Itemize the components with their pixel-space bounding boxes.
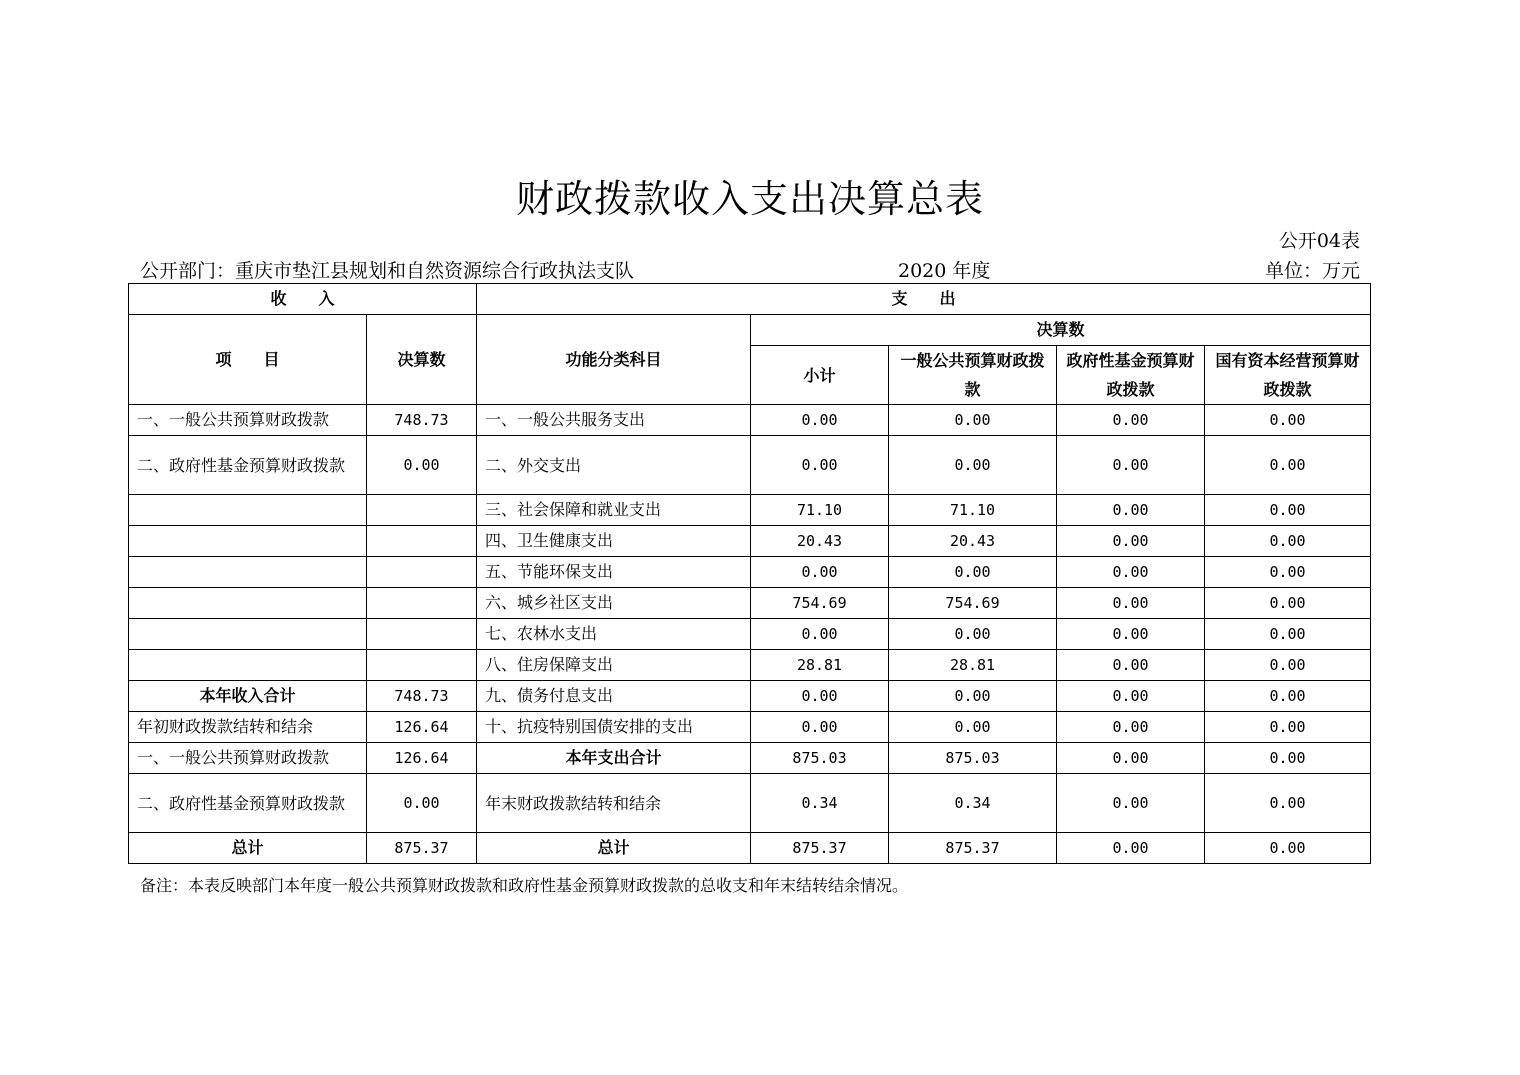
row-item <box>129 650 367 681</box>
row-category: 总计 <box>477 833 751 864</box>
budget-table <box>128 283 1371 864</box>
row-gov-fund: 0.00 <box>1057 743 1205 774</box>
row-category: 十、抗疫特别国债安排的支出 <box>477 712 751 743</box>
row-subtotal: 20.43 <box>751 526 889 557</box>
footnote: 备注：本表反映部门本年度一般公共预算财政拨款和政府性基金预算财政拨款的总收支和年末结转结余情况。 <box>140 876 909 895</box>
row-amount: 126.64 <box>367 743 477 774</box>
row-item: 一、一般公共预算财政拨款 <box>129 405 367 436</box>
row-general-budget: 0.00 <box>889 712 1057 743</box>
row-gov-fund: 0.00 <box>1057 557 1205 588</box>
gov-fund-header: 政府性基金预算财政拨款 <box>1057 346 1205 405</box>
row-subtotal: 0.34 <box>751 774 889 833</box>
row-amount <box>367 619 477 650</box>
row-gov-fund: 0.00 <box>1057 712 1205 743</box>
table-row <box>129 588 1371 619</box>
row-item <box>129 619 367 650</box>
row-general-budget: 875.37 <box>889 833 1057 864</box>
row-general-budget: 0.00 <box>889 681 1057 712</box>
row-general-budget: 0.00 <box>889 557 1057 588</box>
row-state-capital: 0.00 <box>1205 526 1371 557</box>
row-amount <box>367 557 477 588</box>
page-title: 财政拨款收入支出决算总表 <box>515 177 984 221</box>
row-gov-fund: 0.00 <box>1057 588 1205 619</box>
row-state-capital: 0.00 <box>1205 588 1371 619</box>
row-subtotal: 0.00 <box>751 405 889 436</box>
row-gov-fund: 0.00 <box>1057 774 1205 833</box>
table-row <box>129 557 1371 588</box>
income-header: 收 入 <box>129 284 477 315</box>
unit-label: 单位：万元 <box>1264 260 1360 282</box>
row-state-capital: 0.00 <box>1205 405 1371 436</box>
row-category: 一、一般公共服务支出 <box>477 405 751 436</box>
row-category: 二、外交支出 <box>477 436 751 495</box>
final-amount-header: 决算数 <box>751 315 1371 346</box>
row-state-capital: 0.00 <box>1205 833 1371 864</box>
fiscal-year: 2020 年度 <box>898 260 991 282</box>
row-gov-fund: 0.00 <box>1057 650 1205 681</box>
table-row <box>129 495 1371 526</box>
row-gov-fund: 0.00 <box>1057 619 1205 650</box>
row-gov-fund: 0.00 <box>1057 681 1205 712</box>
row-subtotal: 754.69 <box>751 588 889 619</box>
row-amount: 0.00 <box>367 774 477 833</box>
row-state-capital: 0.00 <box>1205 743 1371 774</box>
row-amount: 748.73 <box>367 405 477 436</box>
item-header: 项 目 <box>129 315 367 405</box>
row-item: 二、政府性基金预算财政拨款 <box>129 774 367 833</box>
row-category: 五、节能环保支出 <box>477 557 751 588</box>
table-row <box>129 436 1371 495</box>
expense-header: 支 出 <box>477 284 1371 315</box>
row-category: 九、债务付息支出 <box>477 681 751 712</box>
row-gov-fund: 0.00 <box>1057 495 1205 526</box>
row-general-budget: 71.10 <box>889 495 1057 526</box>
row-category: 年末财政拨款结转和结余 <box>477 774 751 833</box>
row-item: 二、政府性基金预算财政拨款 <box>129 436 367 495</box>
row-general-budget: 0.00 <box>889 619 1057 650</box>
row-amount <box>367 588 477 619</box>
table-body <box>129 405 1371 864</box>
row-item: 一、一般公共预算财政拨款 <box>129 743 367 774</box>
row-item <box>129 526 367 557</box>
row-amount <box>367 526 477 557</box>
table-row <box>129 619 1371 650</box>
table-row <box>129 774 1371 833</box>
general-budget-header: 一般公共预算财政拨款 <box>889 346 1057 405</box>
table-row <box>129 526 1371 557</box>
row-general-budget: 754.69 <box>889 588 1057 619</box>
row-subtotal: 875.03 <box>751 743 889 774</box>
row-state-capital: 0.00 <box>1205 650 1371 681</box>
row-item <box>129 495 367 526</box>
row-amount: 126.64 <box>367 712 477 743</box>
table-row <box>129 712 1371 743</box>
row-item: 年初财政拨款结转和结余 <box>129 712 367 743</box>
row-state-capital: 0.00 <box>1205 619 1371 650</box>
row-gov-fund: 0.00 <box>1057 526 1205 557</box>
table-row <box>129 405 1371 436</box>
row-amount <box>367 650 477 681</box>
row-subtotal: 0.00 <box>751 619 889 650</box>
row-subtotal: 875.37 <box>751 833 889 864</box>
row-general-budget: 0.00 <box>889 436 1057 495</box>
row-item: 总计 <box>129 833 367 864</box>
row-subtotal: 28.81 <box>751 650 889 681</box>
row-subtotal: 0.00 <box>751 436 889 495</box>
row-state-capital: 0.00 <box>1205 774 1371 833</box>
row-state-capital: 0.00 <box>1205 495 1371 526</box>
row-amount: 0.00 <box>367 436 477 495</box>
row-item <box>129 588 367 619</box>
row-state-capital: 0.00 <box>1205 712 1371 743</box>
row-item <box>129 557 367 588</box>
row-general-budget: 28.81 <box>889 650 1057 681</box>
row-state-capital: 0.00 <box>1205 681 1371 712</box>
row-amount <box>367 495 477 526</box>
form-number: 公开04表 <box>1278 230 1360 252</box>
row-subtotal: 0.00 <box>751 712 889 743</box>
row-state-capital: 0.00 <box>1205 557 1371 588</box>
row-gov-fund: 0.00 <box>1057 405 1205 436</box>
state-capital-header: 国有资本经营预算财政拨款 <box>1205 346 1371 405</box>
row-item: 本年收入合计 <box>129 681 367 712</box>
row-category: 四、卫生健康支出 <box>477 526 751 557</box>
table-row <box>129 833 1371 864</box>
amount-header: 决算数 <box>367 315 477 405</box>
department-label: 公开部门：重庆市垫江县规划和自然资源综合行政执法支队 <box>140 260 635 282</box>
row-general-budget: 0.34 <box>889 774 1057 833</box>
row-subtotal: 0.00 <box>751 557 889 588</box>
row-general-budget: 875.03 <box>889 743 1057 774</box>
row-state-capital: 0.00 <box>1205 436 1371 495</box>
row-gov-fund: 0.00 <box>1057 833 1205 864</box>
row-category: 本年支出合计 <box>477 743 751 774</box>
row-category: 七、农林水支出 <box>477 619 751 650</box>
row-category: 六、城乡社区支出 <box>477 588 751 619</box>
row-amount: 875.37 <box>367 833 477 864</box>
row-category: 八、住房保障支出 <box>477 650 751 681</box>
subtotal-header: 小计 <box>751 346 889 405</box>
row-amount: 748.73 <box>367 681 477 712</box>
row-subtotal: 0.00 <box>751 681 889 712</box>
row-gov-fund: 0.00 <box>1057 436 1205 495</box>
table-row <box>129 681 1371 712</box>
category-header: 功能分类科目 <box>477 315 751 405</box>
table-row <box>129 650 1371 681</box>
row-subtotal: 71.10 <box>751 495 889 526</box>
table-row <box>129 743 1371 774</box>
row-general-budget: 20.43 <box>889 526 1057 557</box>
row-category: 三、社会保障和就业支出 <box>477 495 751 526</box>
row-general-budget: 0.00 <box>889 405 1057 436</box>
